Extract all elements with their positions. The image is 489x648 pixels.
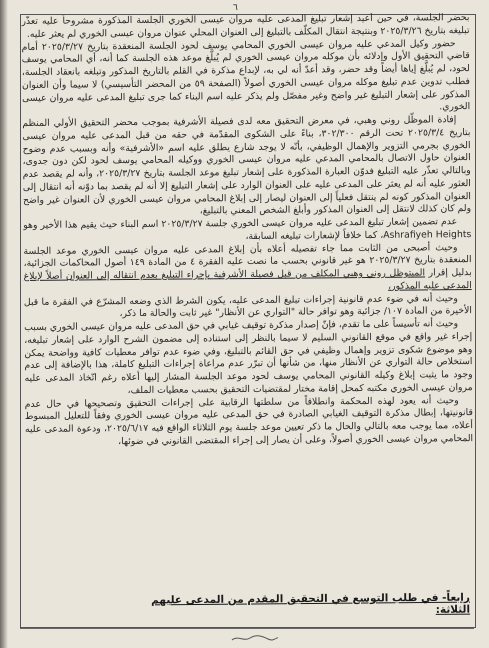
paragraph-5-underlined: المبتوظل روني وهبي المكلف من قبل فصيلة الأشرفية	[213, 267, 426, 281]
handwritten-mark-icon	[230, 633, 280, 643]
paragraph-6: وحيث أنه في ضوء عدم قانونية إجراءات تبليغ المدعى عليه، يكون الشرط الذي وضعه المشرّع في الفقرة ما قبل الأخيرة من المادة ١٠٧/ جزائية وهو توافر حالة "التواري عن الأنظار" غير ثابت والحالة ما ذكر،	[23, 292, 473, 320]
paragraph-4	[23, 216, 471, 245]
paragraph-7: وحيث أنه تأسيساً على ما تقدم، فإنّ إصدار مذكرة توقيف غيابي في حق المدعى عليه مروان عيسى الخوري بسبب إجراء غير واقع في موقع القانوني السليم لا سيما بالنظر إلى استناده إلى مضمون الشرح الوارد على إشعار تبليغه، وهو موضوع شكوى تزوير وإهمال وظيفي في حق القائم بالتبليغ، وفي ضوء عدم توافر معطيات كافية وواضحة يمكن استخلاص حالة التواري عن الأنظار منها، من شأنها أن تبرّر عدم مراعاة إجراءات التبليغ كاملة، هذا بالإضافة إلى عدم وجود ما يثبت إبلاغ وكيله القانوني المحامي يوسف لحود موعد الجلسة المشار إليها أعلاه رغم اتّخاذ المدعى عليه مروان عيسى الخوري مكتبه كمحل إقامة مختار لمقتضيات التحقيق بحسب معطيات الملف،	[24, 318, 473, 396]
paragraph-5	[23, 242, 471, 297]
paragraph-2: حضور وكيل المدعي عليه مروان عيسى الخوري المحامي يوسف لحود الجلسة المنعقدة بتاريخ ٢٠٢٥/٣/٢٧ أمام قاضي التحقيق الأول وإدلائه بأن موكله مروان عيسى الخوري لم يُبلَّغ موعد هذه الجلسة كما أنه، أي المحامي يوسف لحود، لم يُبلَّغ إياها أيضاً وقد حضر، وقد أعدّ أنه لي به، لإبداع مذكرة في القلم بالتاريخ المذكور وتبلغه بانعقاد الجلسة، فطلب تدوين عدم تبليغ موكله مروان عيسى الخوري أصولاً (الصفحة ٥٩ من المحضر التأسيسي) لا سيما وأن العنوان المذكور على إشعار التبليغ غير واضح وغير مفصّل ولم يذكر عليه اسم البناء كما جرى تبليغ المدعى عليه مروان عيسى الخوري.	[21, 37, 471, 113]
scan-edge-shadow	[0, 0, 8, 648]
paragraph-5-part-c: بإجراء التبليغ بعدم انتقاله إلى العنوان أصلاً لإبلاغ المدعى عليه المذكور،	[23, 269, 472, 292]
paragraph-8: وحيث أنه يعود لهذه المحكمة وانطلاقاً من سلطتها الرقابية على إجراءات التحقيق وتصحيحها في حال عدم قانونيتها، إبطال مذكرة التوقيف الغيابي الصادرة في حق المدعى عليه مروان عيسى الخوري وفقاً للتعليل المبسوط أعلاه، مما يوجب معه بالتالي والحال ما ذكر تعيين موعد جلسة يوم الثلاثاء الواقع فيه ٢٠٢٥/٦/١٧، ودعوة المدعى عليه المحامي مروان عيسى الخوري أصولاً، وعلى أن يصار إلى إجراء المقتضى القانوني في ضوئها،	[24, 394, 474, 447]
section-heading-fourth: رابعاً- في طلب التوسع في التحقيق المقدم من المدعى عليهم الثلاثة:	[151, 591, 471, 616]
page-number: ٦	[233, 3, 238, 13]
paragraph-1: بحضر الجلسة، في حين أعيد إشعار تبليغ المدعى عليه مروان عيسى الخوري الجلسة المذكورة مشروحاً عليه تعذّر تبليغه بتاريخ ٢٠٢٥/٣/٢٦ وبنتيجة انتقال المكلّف بالتبليغ إلى العنوان المحلي عنوان مروان عيسى الخوري لم يعثر عليه.	[21, 12, 470, 40]
paragraph-3: إفادة الموظّل روني وهبي، في معرض التحقيق معه لدى فصيلة الأشرفية بموجب محضر التحقيق الأولي المنظم بتاريخ ٢٠٢٥/٣/٤ تحت الرقم ٣٠٢/٣٠٠، بناءً على الشكوى المقدّمة في حقه من قبل المدعى عليه مروان عيسى الخوري بجرمي التزوير والإهمال الوظيفي، بأنّه لا يوجد شارع يطلق عليه اسم «الأشرفية» وأنه وبسبب عدم وضوح العنوان حاول الاتصال بالمحامي المدعي عليه مروان عيسى الخوري ووكيله المحامي يوسف لحود لكن دون جدوى، وبالتالي تعذّر عليه التبليغ فدوّن العبارة المذكورة على إشعار تبليغ موعد الجلسة بتاريخ ٢٠٢٥/٣/٢٧، وأنه لم يقصد عدم العثور عليه أنه لم يعثر على المدعى عليه على العنوان الوارد على إشعار التبليغ إلا أنه لم يقصد بما دوّنه أنه انتقال إلى العنوان المذكور كونه لم ينتقل فعلياً إلى العنوان ليصار إلى إبلاغ المحامي مروان عيسى الخوري لأن العنوان غير واضح ولم كان كذلك لانتقل إلى العنوان المذكور وأبلغ الشخص المعني بالتبليغ،	[22, 114, 472, 217]
document-body	[21, 12, 474, 616]
paragraph-5-part-a: وحيث أصبحى من الثابت مما جاء تفصيله أعلاه بأن إبلاغ المدعى عليه مروان عيسى الخوري موعد الجلسة المنعقدة بتاريخ ٢٠٢٥/٣/٢٧ هو غير قانوني بحسب ما نصت عليه الفقرة ٤ من المادة ١٤٩ أصول المحاكمات الجزائية، بدليل إقرار	[23, 241, 472, 279]
paragraph-4-text: عدم تضمين إشعار تبليغ المدعى عليه مروان عيسى الخوري جلسة ٢٠٢٥/٣/٢٧ اسم البناء حيث يقيم هذا الأخير وهو Ashrafiyeh Heights، كما خلافاً لإشعارات تبليغه السابقة،	[23, 216, 472, 242]
page-footer	[20, 628, 474, 648]
